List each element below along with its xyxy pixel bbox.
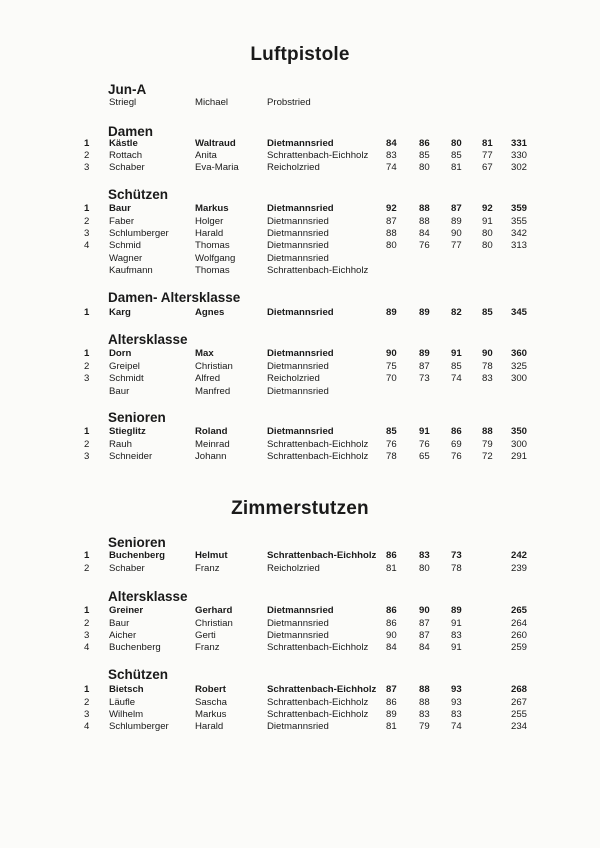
series-score-cell: 92 <box>482 203 493 214</box>
club-cell: Schrattenbach-Eichholz <box>267 709 369 720</box>
club-cell: Dietmannsried <box>267 348 334 359</box>
series-score-cell: 77 <box>482 150 493 161</box>
series-score-cell: 88 <box>419 216 430 227</box>
result-row <box>0 348 600 360</box>
result-row <box>0 642 600 654</box>
section-heading: Schützen <box>108 667 169 682</box>
series-score-cell: 79 <box>419 721 430 732</box>
first-name-cell: Meinrad <box>195 439 230 450</box>
first-name-cell: Max <box>195 348 214 359</box>
series-score-cell: 87 <box>419 618 430 629</box>
rank-cell: 3 <box>84 451 90 462</box>
result-row <box>0 228 600 240</box>
last-name-cell: Dorn <box>109 348 132 359</box>
club-cell: Dietmannsried <box>267 618 329 629</box>
first-name-cell: Thomas <box>195 240 230 251</box>
club-cell: Schrattenbach-Eichholz <box>267 451 369 462</box>
series-score-cell: 83 <box>419 550 430 561</box>
club-cell: Dietmannsried <box>267 216 329 227</box>
section-heading: Altersklasse <box>108 589 188 604</box>
last-name-cell: Schmidt <box>109 373 144 384</box>
series-score-cell: 84 <box>419 228 430 239</box>
last-name-cell: Schlumberger <box>109 721 169 732</box>
series-score-cell: 81 <box>482 138 493 149</box>
series-score-cell: 77 <box>451 240 462 251</box>
rank-cell: 1 <box>84 348 90 359</box>
series-score-cell: 93 <box>451 684 462 695</box>
series-score-cell: 89 <box>419 307 430 318</box>
first-name-cell: Holger <box>195 216 224 227</box>
series-score-cell: 74 <box>451 373 462 384</box>
last-name-cell: Karg <box>109 307 131 318</box>
series-score-cell: 89 <box>386 307 397 318</box>
rank-cell: 2 <box>84 361 90 372</box>
first-name-cell: Helmut <box>195 550 228 561</box>
first-name-cell: Roland <box>195 426 228 437</box>
last-name-cell: Bietsch <box>109 684 144 695</box>
first-name-cell: Gerti <box>195 630 216 641</box>
total-score-cell: 268 <box>511 684 528 695</box>
result-row <box>0 426 600 438</box>
series-score-cell: 93 <box>451 697 462 708</box>
series-score-cell: 78 <box>451 563 462 574</box>
series-score-cell: 84 <box>419 642 430 653</box>
club-cell: Schrattenbach-Eichholz <box>267 642 369 653</box>
first-name-cell: Manfred <box>195 386 231 397</box>
series-score-cell: 81 <box>386 721 397 732</box>
club-cell: Reicholzried <box>267 162 320 173</box>
total-score-cell: 360 <box>511 348 528 359</box>
total-score-cell: 264 <box>511 618 528 629</box>
series-score-cell: 67 <box>482 162 493 173</box>
total-score-cell: 260 <box>511 630 528 641</box>
series-score-cell: 91 <box>451 618 462 629</box>
rank-cell: 3 <box>84 709 90 720</box>
result-row <box>0 451 600 463</box>
series-score-cell: 88 <box>419 203 430 214</box>
total-score-cell: 345 <box>511 307 528 318</box>
result-row <box>0 265 600 277</box>
first-name-cell: Franz <box>195 642 220 653</box>
club-cell: Schrattenbach-Eichholz <box>267 265 369 276</box>
club-cell: Dietmannsried <box>267 240 329 251</box>
total-score-cell: 302 <box>511 162 528 173</box>
series-score-cell: 81 <box>451 162 462 173</box>
total-score-cell: 300 <box>511 439 528 450</box>
series-score-cell: 74 <box>386 162 397 173</box>
total-score-cell: 330 <box>511 150 528 161</box>
total-score-cell: 234 <box>511 721 528 732</box>
series-score-cell: 87 <box>386 684 397 695</box>
club-cell: Schrattenbach-Eichholz <box>267 150 369 161</box>
result-row <box>0 162 600 174</box>
first-name-cell: Sascha <box>195 697 227 708</box>
result-row <box>0 307 600 319</box>
club-cell: Dietmannsried <box>267 605 334 616</box>
first-name-cell: Markus <box>195 203 229 214</box>
series-score-cell: 87 <box>419 361 430 372</box>
rank-cell: 2 <box>84 697 90 708</box>
rank-cell: 4 <box>84 642 90 653</box>
last-name-cell: Aicher <box>109 630 137 641</box>
series-score-cell: 78 <box>386 451 397 462</box>
series-score-cell: 65 <box>419 451 430 462</box>
last-name-cell: Buchenberg <box>109 550 165 561</box>
result-row <box>0 386 600 398</box>
total-score-cell: 300 <box>511 373 528 384</box>
section-heading: Schützen <box>108 187 169 202</box>
series-score-cell: 81 <box>386 563 397 574</box>
result-row <box>0 618 600 630</box>
first-name-cell: Thomas <box>195 265 230 276</box>
series-score-cell: 73 <box>419 373 430 384</box>
total-score-cell: 342 <box>511 228 528 239</box>
series-score-cell: 88 <box>419 684 430 695</box>
last-name-cell: Buchenberg <box>109 642 161 653</box>
first-name-cell: Alfred <box>195 373 221 384</box>
series-score-cell: 79 <box>482 439 493 450</box>
result-row <box>0 253 600 265</box>
first-name-cell: Michael <box>195 97 229 108</box>
series-score-cell: 88 <box>386 228 397 239</box>
last-name-cell: Schlumberger <box>109 228 169 239</box>
first-name-cell: Harald <box>195 721 224 732</box>
section-heading: Senioren <box>108 410 166 425</box>
series-score-cell: 72 <box>482 451 493 462</box>
total-score-cell: 267 <box>511 697 528 708</box>
first-name-cell: Franz <box>195 563 220 574</box>
document-title: Luftpistole <box>250 44 350 65</box>
last-name-cell: Schmid <box>109 240 141 251</box>
series-score-cell: 80 <box>482 228 493 239</box>
series-score-cell: 87 <box>386 216 397 227</box>
last-name-cell: Rottach <box>109 150 143 161</box>
series-score-cell: 80 <box>386 240 397 251</box>
series-score-cell: 73 <box>451 550 462 561</box>
result-row <box>0 361 600 373</box>
series-score-cell: 83 <box>386 150 397 161</box>
club-cell: Dietmannsried <box>267 253 329 264</box>
total-score-cell: 259 <box>511 642 528 653</box>
first-name-cell: Christian <box>195 618 233 629</box>
total-score-cell: 255 <box>511 709 528 720</box>
club-cell: Dietmannsried <box>267 630 329 641</box>
first-name-cell: Waltraud <box>195 138 236 149</box>
result-row <box>0 216 600 228</box>
series-score-cell: 85 <box>419 150 430 161</box>
series-score-cell: 69 <box>451 439 462 450</box>
series-score-cell: 83 <box>451 630 462 641</box>
result-row <box>0 373 600 385</box>
series-score-cell: 84 <box>386 138 397 149</box>
result-row <box>0 138 600 150</box>
rank-cell: 3 <box>84 373 90 384</box>
last-name-cell: Läufle <box>109 697 136 708</box>
series-score-cell: 85 <box>386 426 397 437</box>
first-name-cell: Agnes <box>195 307 225 318</box>
rank-cell: 3 <box>84 228 90 239</box>
series-score-cell: 91 <box>451 642 462 653</box>
total-score-cell: 350 <box>511 426 528 437</box>
series-score-cell: 86 <box>386 618 397 629</box>
total-score-cell: 331 <box>511 138 528 149</box>
section-heading: Damen- Altersklasse <box>108 290 241 305</box>
total-score-cell: 291 <box>511 451 528 462</box>
first-name-cell: Anita <box>195 150 217 161</box>
last-name-cell: Schaber <box>109 563 145 574</box>
series-score-cell: 92 <box>386 203 397 214</box>
result-row <box>0 684 600 696</box>
rank-cell: 2 <box>84 216 90 227</box>
rank-cell: 3 <box>84 162 90 173</box>
series-score-cell: 91 <box>482 216 493 227</box>
series-score-cell: 85 <box>451 361 462 372</box>
rank-cell: 1 <box>84 203 90 214</box>
total-score-cell: 359 <box>511 203 528 214</box>
series-score-cell: 80 <box>419 563 430 574</box>
document-title: Zimmerstutzen <box>231 498 369 519</box>
series-score-cell: 91 <box>419 426 430 437</box>
last-name-cell: Rauh <box>109 439 132 450</box>
first-name-cell: Gerhard <box>195 605 233 616</box>
rank-cell: 1 <box>84 307 90 318</box>
series-score-cell: 90 <box>482 348 493 359</box>
series-score-cell: 88 <box>419 697 430 708</box>
result-row <box>0 697 600 709</box>
last-name-cell: Baur <box>109 618 130 629</box>
series-score-cell: 70 <box>386 373 397 384</box>
series-score-cell: 91 <box>451 348 462 359</box>
series-score-cell: 83 <box>482 373 493 384</box>
series-score-cell: 90 <box>386 630 397 641</box>
first-name-cell: Markus <box>195 709 227 720</box>
last-name-cell: Faber <box>109 216 135 227</box>
last-name-cell: Kästle <box>109 138 138 149</box>
series-score-cell: 86 <box>386 550 397 561</box>
club-cell: Dietmannsried <box>267 228 329 239</box>
series-score-cell: 89 <box>419 348 430 359</box>
rank-cell: 1 <box>84 138 90 149</box>
rank-cell: 1 <box>84 426 90 437</box>
series-score-cell: 84 <box>386 642 397 653</box>
rank-cell: 4 <box>84 721 90 732</box>
series-score-cell: 74 <box>451 721 462 732</box>
club-cell: Schrattenbach-Eichholz <box>267 550 377 561</box>
club-cell: Schrattenbach-Eichholz <box>267 697 369 708</box>
result-row <box>0 563 600 575</box>
last-name-cell: Schaber <box>109 162 145 173</box>
club-cell: Dietmannsried <box>267 307 334 318</box>
result-row <box>0 721 600 733</box>
last-name-cell: Baur <box>109 386 130 397</box>
rank-cell: 3 <box>84 630 90 641</box>
series-score-cell: 87 <box>419 630 430 641</box>
series-score-cell: 90 <box>419 605 430 616</box>
series-score-cell: 85 <box>451 150 462 161</box>
club-cell: Schrattenbach-Eichholz <box>267 439 369 450</box>
series-score-cell: 83 <box>451 709 462 720</box>
series-score-cell: 78 <box>482 361 493 372</box>
rank-cell: 2 <box>84 150 90 161</box>
series-score-cell: 89 <box>386 709 397 720</box>
result-row <box>0 439 600 451</box>
series-score-cell: 86 <box>451 426 462 437</box>
first-name-cell: Johann <box>195 451 227 462</box>
last-name-cell: Kaufmann <box>109 265 153 276</box>
club-cell: Dietmannsried <box>267 361 329 372</box>
series-score-cell: 90 <box>386 348 397 359</box>
series-score-cell: 86 <box>386 697 397 708</box>
series-score-cell: 86 <box>386 605 397 616</box>
rank-cell: 2 <box>84 439 90 450</box>
club-cell: Reicholzried <box>267 563 320 574</box>
series-score-cell: 89 <box>451 216 462 227</box>
club-cell: Dietmannsried <box>267 138 334 149</box>
result-row <box>0 97 600 109</box>
rank-cell: 2 <box>84 563 90 574</box>
series-score-cell: 87 <box>451 203 462 214</box>
result-row <box>0 709 600 721</box>
last-name-cell: Greipel <box>109 361 140 372</box>
rank-cell: 1 <box>84 550 90 561</box>
club-cell: Probstried <box>267 97 311 108</box>
last-name-cell: Greiner <box>109 605 144 616</box>
series-score-cell: 76 <box>419 240 430 251</box>
series-score-cell: 85 <box>482 307 493 318</box>
series-score-cell: 83 <box>419 709 430 720</box>
section-heading: Senioren <box>108 535 166 550</box>
series-score-cell: 90 <box>451 228 462 239</box>
club-cell: Dietmannsried <box>267 386 329 397</box>
last-name-cell: Stieglitz <box>109 426 146 437</box>
total-score-cell: 325 <box>511 361 528 372</box>
section-heading: Jun-A <box>108 82 147 97</box>
first-name-cell: Robert <box>195 684 226 695</box>
total-score-cell: 265 <box>511 605 528 616</box>
total-score-cell: 355 <box>511 216 528 227</box>
section-heading: Damen <box>108 124 154 139</box>
club-cell: Dietmannsried <box>267 721 329 732</box>
result-row <box>0 630 600 642</box>
total-score-cell: 313 <box>511 240 528 251</box>
result-row <box>0 550 600 562</box>
last-name-cell: Striegl <box>109 97 137 108</box>
result-row <box>0 150 600 162</box>
club-cell: Schrattenbach-Eichholz <box>267 684 377 695</box>
series-score-cell: 86 <box>419 138 430 149</box>
club-cell: Dietmannsried <box>267 203 334 214</box>
club-cell: Dietmannsried <box>267 426 334 437</box>
series-score-cell: 80 <box>482 240 493 251</box>
total-score-cell: 239 <box>511 563 528 574</box>
last-name-cell: Schneider <box>109 451 153 462</box>
club-cell: Reicholzried <box>267 373 320 384</box>
first-name-cell: Wolfgang <box>195 253 236 264</box>
first-name-cell: Christian <box>195 361 233 372</box>
result-row <box>0 240 600 252</box>
rank-cell: 4 <box>84 240 90 251</box>
series-score-cell: 76 <box>419 439 430 450</box>
first-name-cell: Harald <box>195 228 224 239</box>
rank-cell: 1 <box>84 605 90 616</box>
section-heading: Altersklasse <box>108 332 188 347</box>
result-row <box>0 605 600 617</box>
last-name-cell: Wilhelm <box>109 709 144 720</box>
rank-cell: 2 <box>84 618 90 629</box>
series-score-cell: 88 <box>482 426 493 437</box>
series-score-cell: 80 <box>419 162 430 173</box>
series-score-cell: 82 <box>451 307 462 318</box>
series-score-cell: 80 <box>451 138 462 149</box>
total-score-cell: 242 <box>511 550 528 561</box>
rank-cell: 1 <box>84 684 90 695</box>
series-score-cell: 89 <box>451 605 462 616</box>
last-name-cell: Wagner <box>109 253 143 264</box>
series-score-cell: 76 <box>386 439 397 450</box>
last-name-cell: Baur <box>109 203 131 214</box>
series-score-cell: 75 <box>386 361 397 372</box>
first-name-cell: Eva-Maria <box>195 162 239 173</box>
series-score-cell: 76 <box>451 451 462 462</box>
result-row <box>0 203 600 215</box>
